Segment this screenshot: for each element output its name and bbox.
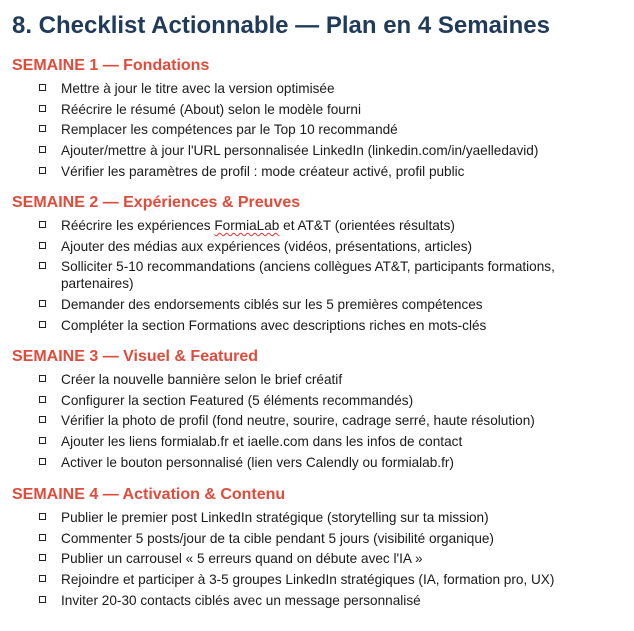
checkbox-icon[interactable] xyxy=(39,321,46,328)
item-text: Ajouter/mettre à jour l'URL personnalisée LinkedIn (linkedin.com/in/yaelledavid) xyxy=(61,143,539,159)
spellcheck-flagged-word: FormiaLab xyxy=(214,218,280,233)
checkbox-icon[interactable] xyxy=(39,167,46,174)
checklist xyxy=(0,217,634,334)
checkbox-icon[interactable] xyxy=(39,125,46,132)
item-text: Réécrire le résumé (About) selon le modèle fourni xyxy=(61,101,361,117)
item-text: Créer la nouvelle bannière selon le brief créatif xyxy=(61,372,343,387)
checklist-item xyxy=(0,121,634,138)
checklist-item xyxy=(0,80,634,97)
item-text: Configurer la section Featured (5 éléments recommandés) xyxy=(61,392,414,408)
checklist-item xyxy=(0,592,634,609)
checkbox-icon[interactable] xyxy=(39,575,46,582)
checkbox-icon[interactable] xyxy=(39,84,46,91)
checkbox-icon[interactable] xyxy=(39,458,46,465)
checklist-item xyxy=(0,296,634,313)
checkbox-icon[interactable] xyxy=(39,416,46,423)
checkbox-icon[interactable] xyxy=(39,596,46,603)
checklist-item xyxy=(0,101,634,118)
item-text: Vérifier les paramètres de profil : mode créateur activé, profil public xyxy=(61,163,465,179)
item-text: Rejoindre et participer à 3-5 groupes LinkedIn stratégiques (IA, formation pro, UX) xyxy=(61,572,555,588)
checklist-item xyxy=(0,530,634,547)
checkbox-icon[interactable] xyxy=(39,221,46,228)
item-text: Publier le premier post LinkedIn stratégique (storytelling sur ta mission) xyxy=(61,510,489,525)
section-heading: SEMAINE 4 — Activation & Contenu xyxy=(12,486,286,503)
checkbox-icon[interactable] xyxy=(39,300,46,307)
checklist-item xyxy=(0,392,634,409)
checkbox-icon[interactable] xyxy=(39,554,46,561)
checklist-item xyxy=(0,258,634,292)
section-week-2 xyxy=(0,193,634,337)
checkbox-icon[interactable] xyxy=(39,146,46,153)
checkbox-icon[interactable] xyxy=(39,375,46,382)
checkbox-icon[interactable] xyxy=(39,534,46,541)
checkbox-icon[interactable] xyxy=(39,242,46,249)
checklist-item xyxy=(0,163,634,180)
item-text: Ajouter les liens formialab.fr et iaelle.com dans les infos de contact xyxy=(61,434,463,450)
checklist xyxy=(0,509,634,609)
checklist-item xyxy=(0,317,634,334)
page-title: 8. Checklist Actionnable — Plan en 4 Semaines xyxy=(12,12,550,39)
checkbox-icon[interactable] xyxy=(39,396,46,403)
item-text: Vérifier la photo de profil (fond neutre, sourire, cadrage serré, haute résolution) xyxy=(61,413,535,429)
item-text-part: et AT&T (orientées résultats) xyxy=(279,218,455,233)
checklist-item xyxy=(0,433,634,450)
checklist-item xyxy=(0,550,634,567)
item-text: Inviter 20-30 contacts ciblés avec un message personnalisé xyxy=(61,592,421,608)
item-text: Solliciter 5-10 recommandations (anciens collègues AT&T, participants formations, partenaires) xyxy=(61,259,555,292)
item-text: Mettre à jour le titre avec la version optimisée xyxy=(61,81,335,96)
section-heading: SEMAINE 1 — Fondations xyxy=(12,57,210,74)
checklist-item xyxy=(0,217,634,234)
checklist-item xyxy=(0,509,634,526)
section-week-4 xyxy=(0,485,634,612)
section-week-3 xyxy=(0,347,634,474)
section-heading: SEMAINE 3 — Visuel & Featured xyxy=(12,348,258,365)
checklist-item xyxy=(0,238,634,255)
checkbox-icon[interactable] xyxy=(39,262,46,269)
item-text: Publier un carrousel « 5 erreurs quand on débute avec l'IA » xyxy=(61,551,423,567)
item-text: Commenter 5 posts/jour de ta cible pendant 5 jours (visibilité organique) xyxy=(61,530,494,546)
checklist-item xyxy=(0,142,634,159)
item-text xyxy=(61,218,455,233)
checkbox-icon[interactable] xyxy=(39,105,46,112)
checklist xyxy=(0,371,634,471)
checklist-item xyxy=(0,371,634,388)
section-week-1 xyxy=(0,56,634,183)
item-text: Ajouter des médias aux expériences (vidéos, présentations, articles) xyxy=(61,238,473,254)
item-text: Remplacer les compétences par le Top 10 recommandé xyxy=(61,122,398,138)
item-text-part: Réécrire les expériences xyxy=(61,218,215,233)
section-heading: SEMAINE 2 — Expériences & Preuves xyxy=(12,194,301,211)
checklist xyxy=(0,80,634,180)
checkbox-icon[interactable] xyxy=(39,513,46,520)
checklist-item xyxy=(0,454,634,471)
checklist-item xyxy=(0,571,634,588)
item-text: Compléter la section Formations avec descriptions riches en mots-clés xyxy=(61,317,487,333)
item-text: Demander des endorsements ciblés sur les 5 premières compétences xyxy=(61,297,483,313)
item-text: Activer le bouton personnalisé (lien vers Calendly ou formialab.fr) xyxy=(61,454,454,470)
checklist-item xyxy=(0,412,634,429)
checkbox-icon[interactable] xyxy=(39,437,46,444)
